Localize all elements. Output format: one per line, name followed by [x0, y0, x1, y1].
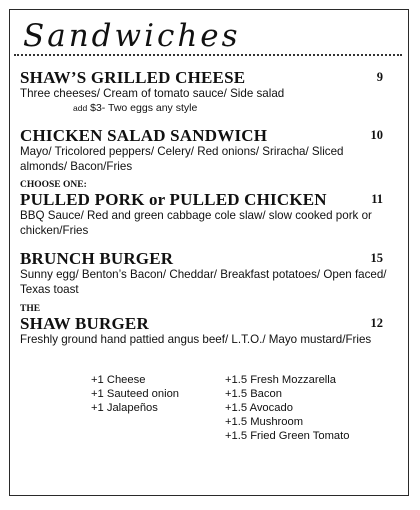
item-name: CHICKEN SALAD SANDWICH — [20, 126, 268, 145]
extra-option: +1 Cheese — [91, 374, 146, 386]
extra-option: +1.5 Bacon — [225, 388, 282, 400]
item-header — [20, 249, 390, 268]
dotted-divider — [14, 54, 402, 56]
menu-item-chicken-salad — [20, 126, 390, 174]
item-prefix: THE — [20, 304, 41, 314]
item-header — [20, 68, 390, 87]
extras-left-column — [91, 373, 179, 415]
item-name: BRUNCH BURGER — [20, 249, 174, 268]
item-header — [20, 126, 390, 145]
menu-item-pulled-pork — [20, 180, 390, 238]
item-description: Three cheeses/ Cream of tomato sauce/ Side salad — [20, 87, 285, 100]
item-description: Mayo/ Tricolored peppers/ Celery/ Red onions/ Sriracha/ Sliced almonds/ Bacon/Fries — [20, 145, 344, 173]
extra-option: +1 Sauteed onion — [91, 388, 180, 400]
item-price: 9 — [376, 70, 383, 84]
item-description: Sunny egg/ Benton’s Bacon/ Cheddar/ Breakfast potatoes/ Open faced/ Texas toast — [20, 268, 387, 296]
menu-item-shaw-burger — [20, 304, 390, 348]
item-name: SHAW’S GRILLED CHEESE — [20, 68, 246, 87]
menu-item-grilled-cheese — [20, 68, 390, 115]
item-header — [20, 314, 390, 333]
item-description: Freshly ground hand pattied angus beef/ L.T.O./ Mayo mustard/Fries — [20, 333, 372, 346]
item-name: PULLED PORK or PULLED CHICKEN — [20, 190, 327, 209]
item-addon — [20, 102, 390, 115]
item-description: BBQ Sauce/ Red and green cabbage cole slaw/ slow cooked pork or chicken/Fries — [20, 209, 372, 237]
extra-option: +1.5 Avocado — [225, 402, 293, 414]
extra-option: +1.5 Fresh Mozzarella — [225, 374, 336, 386]
extra-option: +1.5 Mushroom — [225, 416, 304, 428]
item-prefix: CHOOSE ONE: — [20, 180, 87, 190]
extra-option: +1.5 Fried Green Tomato — [225, 430, 350, 442]
item-price: 15 — [370, 251, 383, 265]
section-title: Sandwiches — [23, 18, 241, 54]
extras-right-column — [225, 373, 349, 443]
extra-option: +1 Jalapeños — [91, 402, 158, 414]
item-price: 10 — [370, 128, 383, 142]
item-header — [20, 190, 390, 209]
item-name: SHAW BURGER — [20, 314, 149, 333]
addon-add-label: add — [73, 102, 88, 113]
item-price: 12 — [370, 316, 383, 330]
addon-text: $3- Two eggs any style — [87, 101, 198, 114]
item-price: 11 — [371, 192, 383, 206]
menu-item-brunch-burger — [20, 249, 390, 297]
